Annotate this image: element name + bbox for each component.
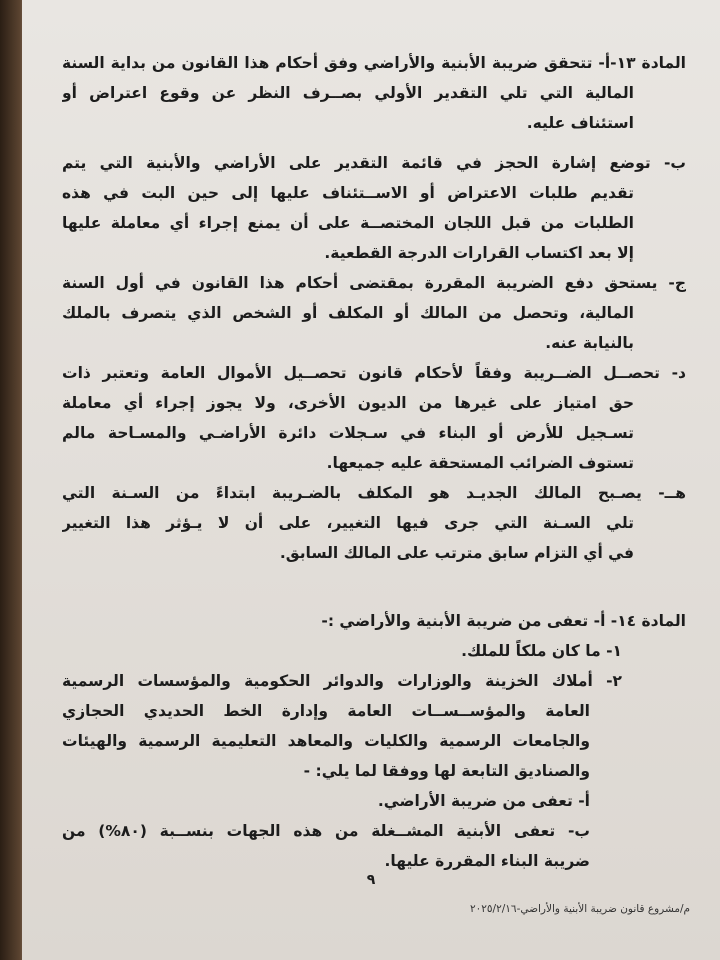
text-line: إلا بعد اكتساب القرارات الدرجة القطعية. — [324, 244, 634, 262]
document-body — [62, 48, 686, 876]
article-13-clause-d — [62, 358, 686, 478]
article-13-clause-a — [62, 48, 686, 138]
text-line: المالية التي تلي التقدير الأولي بصــرف النظر عن وقوع اعتراض أو — [62, 84, 634, 102]
text-line: هــ- يصـبح المالك الجديـد هو المكلف بالضـريبة ابتداءً من السـنة التي — [62, 484, 686, 502]
text-line: بالنيابة عنه. — [545, 334, 634, 352]
text-line: تقديم طلبات الاعتراض أو الاســتئناف عليها إلى حين البت في هذه — [62, 184, 634, 202]
text-line: والجامعات الرسمية والكليات والمعاهد التعليمية الرسمية والهيئات — [62, 732, 590, 750]
text-line: استئناف عليه. — [526, 114, 634, 132]
article-13 — [62, 48, 686, 568]
article-14-item-2 — [62, 666, 686, 786]
text-line: تسـجيل للأرض أو البناء في سـجلات دائرة الأراضـي والمسـاحة مالم — [62, 424, 634, 442]
article-13-clause-e — [62, 478, 686, 568]
text-line: المادة ١٣-أ- تتحقق ضريبة الأبنية والأراضي وفق أحكام هذا القانون من بداية السنة — [62, 54, 686, 72]
text-line: العامة والمؤســســات العامة وإدارة الخط الحديدي الحجازي — [62, 702, 590, 720]
article-13-clause-b — [62, 148, 686, 268]
text-line: الطلبات من قبل اللجان المختصــة على أن يمنع إجراء أي معاملة عليها — [62, 214, 634, 232]
text-line: المالية، وتحصل من المالك أو المكلف أو الشخص الذي يتصرف بالملك — [62, 304, 634, 322]
article-13-clause-c — [62, 268, 686, 358]
text-line: ب- توضع إشارة الحجز في قائمة التقدير على الأراضي والأبنية التي يتم — [62, 154, 686, 172]
page-number: ٩ — [366, 872, 376, 888]
article-14-heading: المادة ١٤- أ- تعفى من ضريبة الأبنية والأراضي :- — [321, 612, 686, 630]
text-line: والصناديق التابعة لها ووفقا لما يلي: - — [303, 762, 590, 780]
text-line: ب- تعفى الأبنية المشــغلة من هذه الجهات بنســبة (٨٠%) من — [62, 822, 591, 840]
text-line: ج- يستحق دفع الضريبة المقررة بمقتضى أحكام هذا القانون في أول السنة — [62, 274, 686, 292]
document-page — [22, 0, 720, 960]
text-line: تستوف الضرائب المستحقة عليه جميعها. — [326, 454, 634, 472]
text-line: ضريبة البناء المقررة عليها. — [384, 852, 590, 870]
article-14-sub-a: أ- تعفى من ضريبة الأراضي. — [377, 792, 590, 810]
text-line: د- تحصــل الضــريبة وفقاً لأحكام قانون تحصــيل الأموال العامة وتعتبر ذات — [62, 364, 686, 382]
text-line: تلي السـنة التي جرى فيها التغيير، على أن لا يـؤثر هذا التغيير — [62, 514, 634, 532]
text-line: ٢- أملاك الخزينة والوزارات والدوائر الحكومية والمؤسسات الرسمية — [62, 672, 622, 690]
text-line: في أي التزام سابق مترتب على المالك السابق. — [279, 544, 634, 562]
text-line: حق امتياز على غيرها من الديون الأخرى، ولا يجوز إجراء أي معاملة — [62, 394, 634, 412]
document-footer: م/مشروع قانون ضريبة الأبنية والأراضي-٢٠٢٥/٢/١٦ — [470, 903, 690, 915]
article-14-sub-b — [62, 816, 686, 876]
article-14-item-1: ١- ما كان ملكاً للملك. — [461, 642, 622, 660]
article-14 — [62, 606, 686, 876]
